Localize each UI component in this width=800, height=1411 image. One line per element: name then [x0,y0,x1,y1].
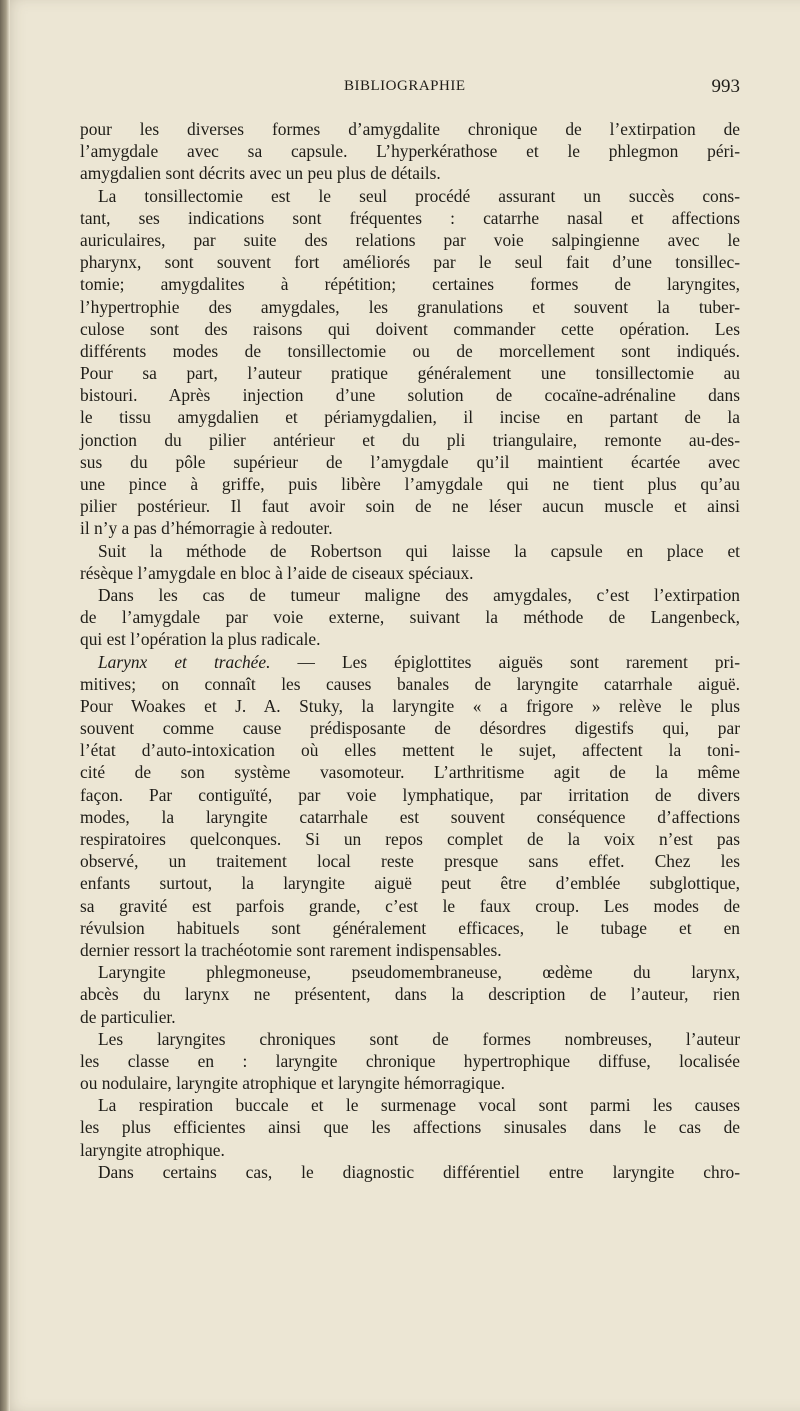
text-line: Pour sa part, l’auteur pratique généralement une tonsillectomie au [80,363,740,384]
text-line: Laryngite phlegmoneuse, pseudomembraneuse, œdème du larynx, [98,962,740,983]
text-line: les plus efficientes ainsi que les affections sinusales dans le cas de [80,1117,740,1138]
text-line: le tissu amygdalien et périamygdalien, il incise en partant de la [80,407,740,428]
text-line-section-start [80,651,740,673]
text-line: Suit la méthode de Robertson qui laisse la capsule en place et [98,540,740,561]
text-line: pharynx, sont souvent fort améliorés par le seul fait d’une tonsillec- [80,252,740,273]
text-line: pour les diverses formes d’amygdalite chronique de l’extirpation de [80,119,740,139]
text-line: l’hypertrophie des amygdales, les granulations et souvent la tuber- [80,296,740,317]
text-line: résèque l’amygdale en bloc à l’aide de ciseaux spéciaux. [80,562,474,583]
text-line: bistouri. Après injection d’une solution de cocaïne-adrénaline dans [80,385,740,406]
text-line: cité de son système vasomoteur. L’arthritisme agit de la même [80,762,740,783]
section-heading: Larynx et trachée. [98,651,271,672]
text-line: modes, la laryngite catarrhale est souvent conséquence d’affections [80,806,740,827]
body-text [80,118,740,1183]
text-line: différents modes de tonsillectomie ou de morcellement sont indiqués. [80,340,740,361]
text-line: qui est l’opération la plus radicale. [80,629,321,650]
text-line: Les laryngites chroniques sont de formes nombreuses, l’auteur [98,1028,740,1049]
text-line: La respiration buccale et le surmenage vocal sont parmi les causes [98,1095,740,1116]
text-line: jonction du pilier antérieur et du pli triangulaire, remonte au-des- [80,429,740,450]
text-line: respiratoires quelconques. Si un repos complet de la voix n’est pas [80,829,740,849]
text-line: sus du pôle supérieur de l’amygdale qu’il maintient écartée avec [80,451,740,472]
text-line: sa gravité est parfois grande, c’est le faux croup. Les modes de [80,895,740,916]
text-line: Pour Woakes et J. A. Stuky, la laryngite « a frigore » relève le plus [80,695,740,716]
text-line: laryngite atrophique. [80,1139,225,1160]
text-line: les classe en : laryngite chronique hypertrophique diffuse, localisée [80,1050,740,1071]
text-fragment: — Les épiglottites aiguës sont rarement pri- [297,651,741,672]
text-line: tant, ses indications sont fréquentes : catarrhe nasal et affections [80,207,740,228]
text-line: tomie; amygdalites à répétition; certaines formes de laryngites, [80,274,740,295]
text-line: de l’amygdale par voie externe, suivant la méthode de Langenbeck, [80,607,740,628]
text-line: Dans certains cas, le diagnostic différentiel entre laryngite chro- [98,1161,740,1182]
text-line: La tonsillectomie est le seul procédé assurant un succès cons- [98,185,740,206]
text-line: mitives; on connaît les causes banales de laryngite catarrhale aiguë. [80,673,740,694]
page-header [80,76,740,102]
page-number: 993 [711,76,740,97]
text-line: façon. Par contiguïté, par voie lymphatique, par irritation de divers [80,784,740,805]
text-line: révulsion habituels sont généralement efficaces, le tubage et en [80,917,740,938]
book-spine-shadow [0,0,10,1411]
text-line: ou nodulaire, laryngite atrophique et laryngite hémorragique. [80,1073,505,1094]
text-line: amygdalien sont décrits avec un peu plus de détails. [80,163,441,184]
running-title: BIBLIOGRAPHIE [344,78,466,94]
text-line: Dans les cas de tumeur maligne des amygdales, c’est l’extirpation [98,584,740,605]
text-line: abcès du larynx ne présentent, dans la description de l’auteur, rien [80,984,740,1005]
text-line: souvent comme cause prédisposante de désordres digestifs qui, par [80,718,740,739]
text-line: de particulier. [80,1006,176,1027]
text-line: observé, un traitement local reste presque sans effet. Chez les [80,851,740,872]
text-line: enfants surtout, la laryngite aiguë peut être d’emblée subglottique, [80,873,740,894]
text-line: il n’y a pas d’hémorragie à redouter. [80,518,333,539]
text-line: auriculaires, par suite des relations par voie salpingienne avec le [80,229,740,250]
text-line: l’état d’auto-intoxication où elles mettent le sujet, affectent la toni- [80,740,740,761]
text-line: pilier postérieur. Il faut avoir soin de ne léser aucun muscle et ainsi [80,496,740,517]
text-line: dernier ressort la trachéotomie sont rarement indispensables. [80,939,502,960]
text-line: l’amygdale avec sa capsule. L’hyperkérathose et le phlegmon péri- [80,141,740,162]
text-line: culose sont des raisons qui doivent commander cette opération. Les [80,318,740,339]
text-line: une pince à griffe, puis libère l’amygdale qui ne tient plus qu’au [80,474,740,494]
